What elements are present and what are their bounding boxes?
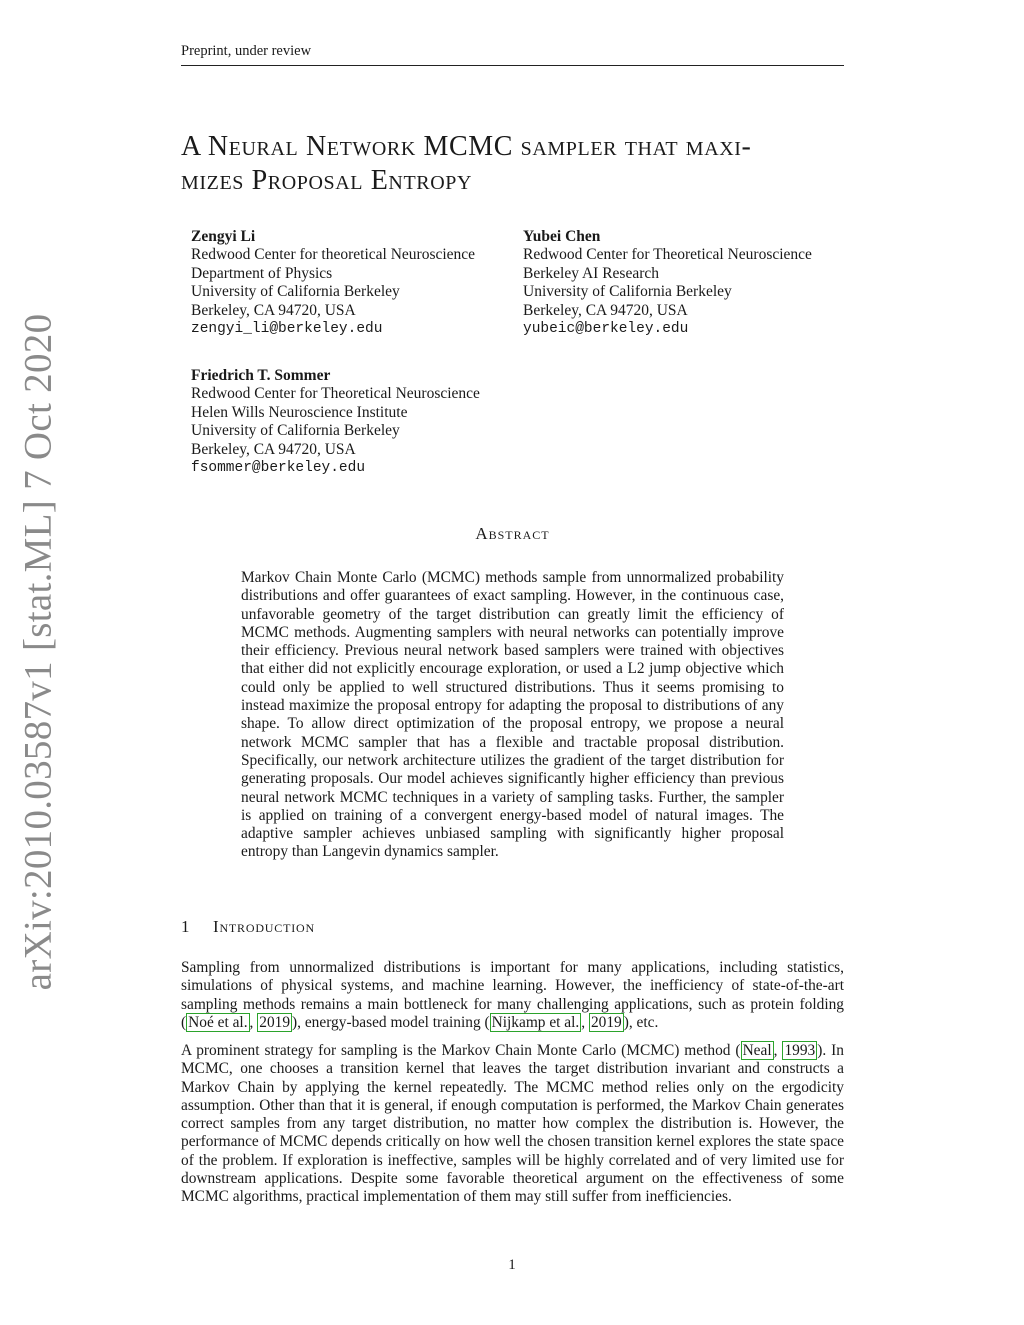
paragraph-text: ), energy-based model training ( <box>292 1013 490 1031</box>
section-heading <box>181 917 315 937</box>
citation-year-link[interactable]: 1993 <box>784 1042 816 1059</box>
author-affiliation: University of California Berkeley <box>191 283 400 301</box>
author-affiliation: Berkeley, CA 94720, USA <box>191 440 356 458</box>
paragraph-text: ). In MCMC, one chooses a transition kernel that leaves the target distribution invariant and constructs a Markov Chain by applying the kernel repeatedly. The MCMC method relies only on the ergodicity assumption. Other than that it is general, if enough computation is performed, the Markov Chain generates correct samples from any target distribution, no matter how complex the distribution is. However, the performance of MCMC depends critically on how well the chosen transition kernel explores the state space of the problem. If exploration is ineffective, samples will be highly correlated and of very limited use for downstream applications. Despite some favorable theoretical argument on the effectiveness of some MCMC algorithms, practical implementation of them may still suffer from inefficiencies. <box>181 1042 844 1206</box>
author-affiliation: Berkeley AI Research <box>523 264 659 282</box>
author-name: Friedrich T. Sommer <box>191 367 331 384</box>
author-email[interactable]: fsommer@berkeley.edu <box>191 460 366 477</box>
citation-year-link[interactable]: 2019 <box>259 1013 291 1031</box>
header-rule <box>181 65 844 66</box>
author-block <box>523 228 812 338</box>
author-email[interactable]: yubeic@berkeley.edu <box>523 321 689 338</box>
abstract-heading: Abstract <box>475 524 550 543</box>
page-number: 1 <box>508 1257 516 1273</box>
citation-link[interactable]: Neal <box>742 1042 772 1059</box>
author-affiliation: Redwood Center for Theoretical Neuroscience <box>523 246 812 264</box>
author-affiliation: University of California Berkeley <box>523 283 732 301</box>
author-affiliation: Redwood Center for Theoretical Neuroscience <box>191 385 480 403</box>
author-affiliation: University of California Berkeley <box>191 422 400 440</box>
section-title: Introduction <box>213 917 315 936</box>
author-affiliation: Helen Wills Neuroscience Institute <box>191 403 408 421</box>
paper-title: A Neural Network MCMC sampler that maxi- mizes Proposal Entropy <box>181 131 752 196</box>
author-name: Zengyi Li <box>191 228 256 245</box>
abstract-body: Markov Chain Monte Carlo (MCMC) methods sample from unnormalized probability distributions and offer guarantees of exact sampling. However, in the continuous case, unfavorable geometry of the target distribution can greatly limit the efficiency of MCMC methods. Augmenting samplers with neural networks can potentially improve their efficiency. Previous neural network based samplers were trained with objectives that either did not explicitly encourage exploration, or used a L2 jump objective which could only be applied to well structured distributions. Thus it seems promising to instead maximize the proposal entropy for adapting the proposal to distributions of any shape. To allow direct optimization of the proposal entropy, we propose a neural network MCMC sampler that has a flexible and tractable proposal distribution. Specifically, our network architecture utilizes the gradient of the target distribution for generating proposals. Our model achieves significantly higher efficiency than previous neural network MCMC techniques in a variety of sampling tasks. Further, the sampler is applied on training of a convergent energy-based model of natural images. The adaptive sampler achieves unbiased sampling with significantly higher proposal entropy than Langevin dynamics sampler. <box>241 569 784 861</box>
author-affiliation: Department of Physics <box>191 264 333 282</box>
running-header: Preprint, under review <box>181 43 312 59</box>
intro-paragraph: A prominent strategy for sampling is the Markov Chain Monte Carlo (MCMC) method ( Neal , 1993 ). In MCMC, one chooses a transition kernel that leaves the target distribution invariant and constructs a Markov Chain by applying the kernel repeatedly. The MCMC method relies only on the ergodicity assumption. Other than that it is general, if enough computation is performed, the Markov Chain generates correct samples from any target distribution, no matter how complex the distribution is. However, the performance of MCMC depends critically on how well the chosen transition kernel explores the state space of the problem. If exploration is ineffective, samples will be highly correlated and of very limited use for downstream applications. Despite some favorable theoretical argument on the effectiveness of some MCMC algorithms, practical implementation of them may still suffer from inefficiencies. <box>181 1042 844 1206</box>
author-block <box>191 228 475 338</box>
author-name: Yubei Chen <box>523 228 601 245</box>
intro-paragraph: Sampling from unnormalized distributions is important for many applications, including statistics, simulations of physical systems, and machine learning. However, the inefficiency of state-of-the-art sampling methods remains a main bottleneck for many challenging applications, such as protein folding ( Noé et al. , 2019 ), energy-based model training ( Nijkamp et al. , 2019 ), etc. <box>181 959 844 1031</box>
author-affiliation: Berkeley, CA 94720, USA <box>191 301 356 319</box>
author-affiliation: Redwood Center for theoretical Neuroscience <box>191 246 476 264</box>
author-affiliation: Berkeley, CA 94720, USA <box>523 301 688 319</box>
citation-link[interactable]: Noé et al. <box>188 1013 248 1031</box>
paragraph-text: ), etc. <box>623 1013 659 1031</box>
paragraph-text: Sampling from unnormalized distributions is important for many applications, including statistics, simulations of physical systems, and machine learning. However, the inefficiency of state-of-the-art sampling methods remains a main bottleneck for many challenging applications, such as protein folding ( <box>181 959 844 1031</box>
citation-year-link[interactable]: 2019 <box>590 1013 622 1031</box>
citation-link[interactable]: Nijkamp et al. <box>491 1013 580 1031</box>
arxiv-stamp[interactable]: arXiv:2010.03587v1 [stat.ML] 7 Oct 2020 <box>16 313 60 991</box>
section-number: 1 <box>181 917 191 936</box>
paragraph-text: A prominent strategy for sampling is the Markov Chain Monte Carlo (MCMC) method ( <box>181 1042 741 1059</box>
author-email[interactable]: zengyi_li@berkeley.edu <box>191 321 383 338</box>
author-block <box>191 367 480 477</box>
